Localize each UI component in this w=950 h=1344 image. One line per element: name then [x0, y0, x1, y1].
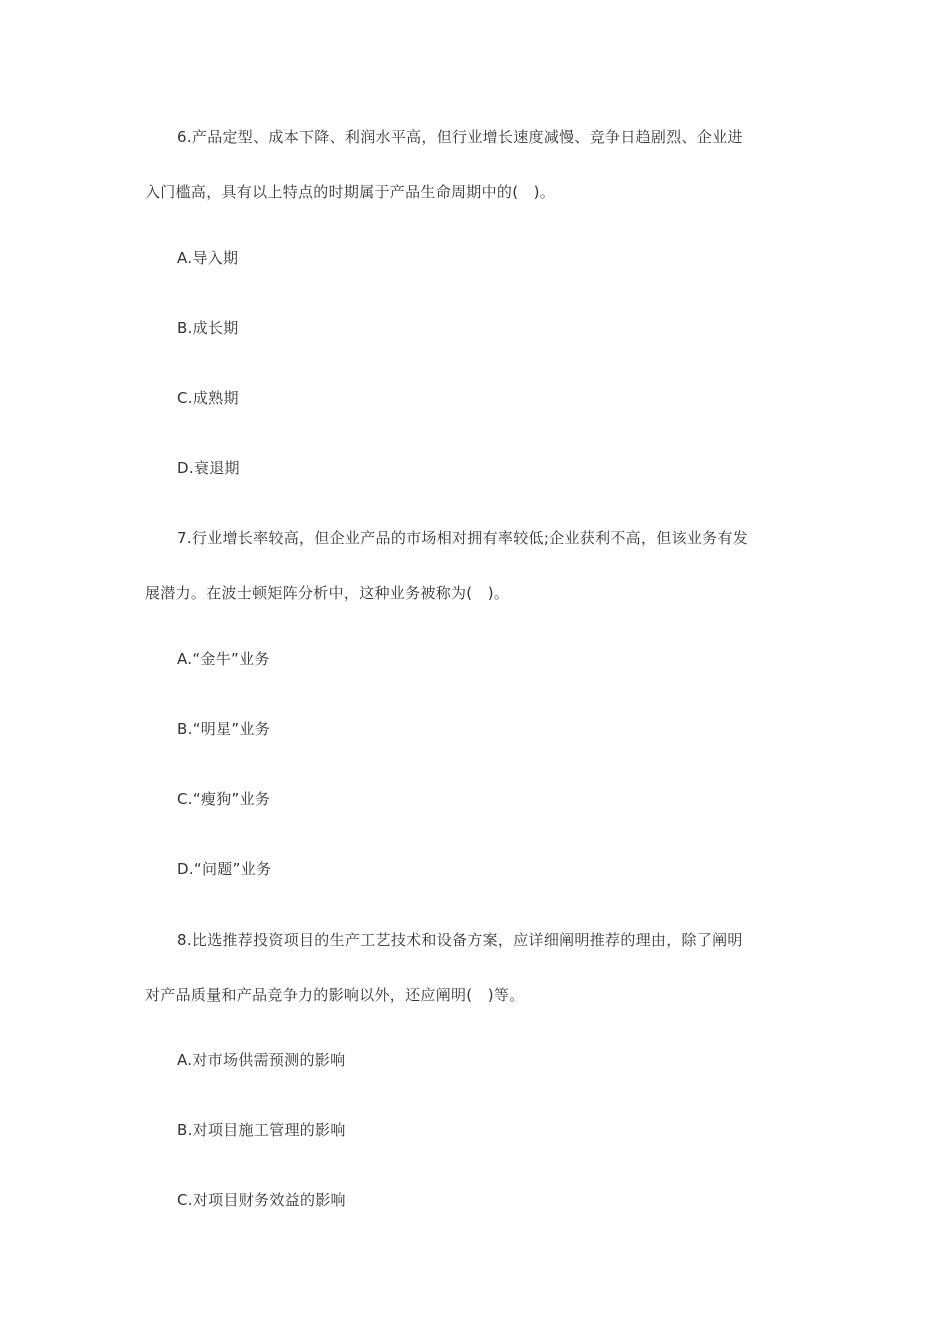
question-7-option-c: C.“瘦狗”业务 — [177, 790, 271, 808]
question-6-option-c: C.成熟期 — [177, 389, 239, 407]
question-7-option-a: A.“金牛”业务 — [177, 650, 270, 668]
question-6-stem-line-1: 6.产品定型、成本下降、利润水平高，但行业增长速度减慢、竞争日趋剧烈、企业进 — [177, 128, 743, 146]
question-6-option-d: D.衰退期 — [177, 459, 240, 477]
question-7-option-b: B.“明星”业务 — [177, 720, 271, 738]
question-7-stem-line-1: 7.行业增长率较高，但企业产品的市场相对拥有率较低;企业获利不高，但该业务有发 — [177, 529, 749, 547]
question-7-stem-line-2: 展潜力。在波士顿矩阵分析中，这种业务被称为( )。 — [145, 584, 510, 602]
question-8-option-b: B.对项目施工管理的影响 — [177, 1121, 346, 1139]
question-6-option-a: A.导入期 — [177, 249, 239, 267]
question-8-stem-line-2: 对产品质量和产品竞争力的影响以外，还应阐明( )等。 — [145, 986, 525, 1004]
question-7-option-d: D.“问题”业务 — [177, 860, 272, 878]
question-6-stem-line-2: 入门槛高，具有以上特点的时期属于产品生命周期中的( )。 — [145, 183, 556, 201]
question-8-stem-line-1: 8.比选推荐投资项目的生产工艺技术和设备方案，应详细阐明推荐的理由，除了阐明 — [177, 931, 743, 949]
question-8-option-c: C.对项目财务效益的影响 — [177, 1191, 346, 1209]
question-8-option-a: A.对市场供需预测的影响 — [177, 1051, 346, 1069]
question-6-option-b: B.成长期 — [177, 319, 239, 337]
